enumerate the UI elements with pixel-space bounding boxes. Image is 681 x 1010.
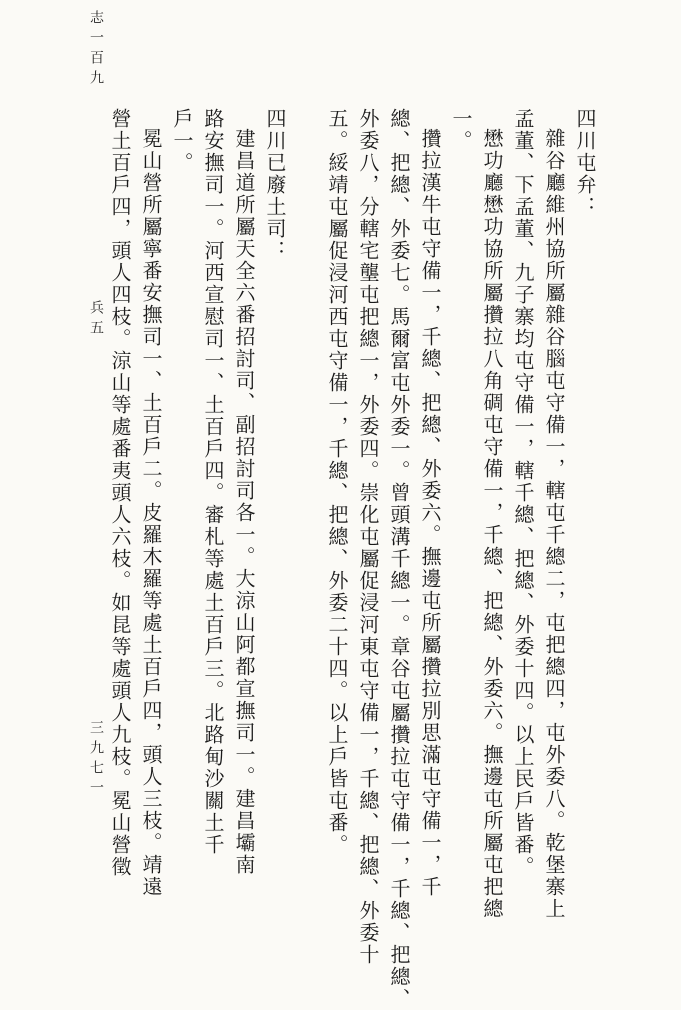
text-column: 四川屯弁：: [573, 108, 597, 218]
text-column: 五。綏靖屯屬促浸河西屯守備一，千總、把總、外委二十四。以上戶皆屯番。: [325, 108, 349, 856]
text-column: 總、把總、外委七。馬爾富屯外委一。曾頭溝千總一。章谷屯屬攢拉屯守備一，千總、把總、: [387, 108, 411, 1010]
text-column: 懋功廳懋功協所屬攢拉八角碉屯守備一，千總、把總、外委六。撫邊屯所屬屯把總: [480, 128, 504, 920]
text-column: 建昌道所屬天全六番招討司、副招討司各一。大涼山阿都宣撫司一。建昌壩南: [232, 128, 256, 876]
text-column: 外委八，分轄宅壟屯把總一，外委四。崇化屯屬促浸河東屯守備一，千總、把總、外委十: [356, 108, 380, 966]
text-column: 路安撫司一。河西宣慰司一、土百戶四。審札等處土百戶三。北路甸沙關土千: [201, 108, 225, 856]
text-column: 雜谷廳維州協所屬雜谷腦屯守備一，轄屯千總二，屯把總四，屯外委八。乾堡寨上: [542, 128, 566, 920]
section-label: 兵五: [88, 300, 104, 340]
page-number: 三九七一: [88, 720, 104, 800]
text-column: 孟董、下孟董、九子寨均屯守備一，轄千總、把總、外委十四。以上民戶皆番。: [511, 108, 535, 878]
volume-label: 志一百九: [88, 10, 104, 90]
text-column: 冕山營所屬寧番安撫司一、土百戶二。皮羅木羅等處土百戶四，頭人三枝。靖遠: [139, 128, 163, 898]
text-column: 攢拉漢牛屯守備一，千總、把總、外委六。撫邊屯所屬攢拉別思滿屯守備一，千: [418, 128, 442, 898]
text-column: [290, 108, 321, 968]
text-column: 四川已廢土司：: [263, 108, 287, 262]
text-column: 一。: [449, 108, 473, 152]
text-column: 營土百戶四，頭人四枝。涼山等處番夷頭人六枝。如昆等處頭人九枝。冕山營徵: [108, 108, 132, 878]
text-columns: [70, 108, 600, 1010]
text-column: 戶一。: [170, 108, 194, 174]
